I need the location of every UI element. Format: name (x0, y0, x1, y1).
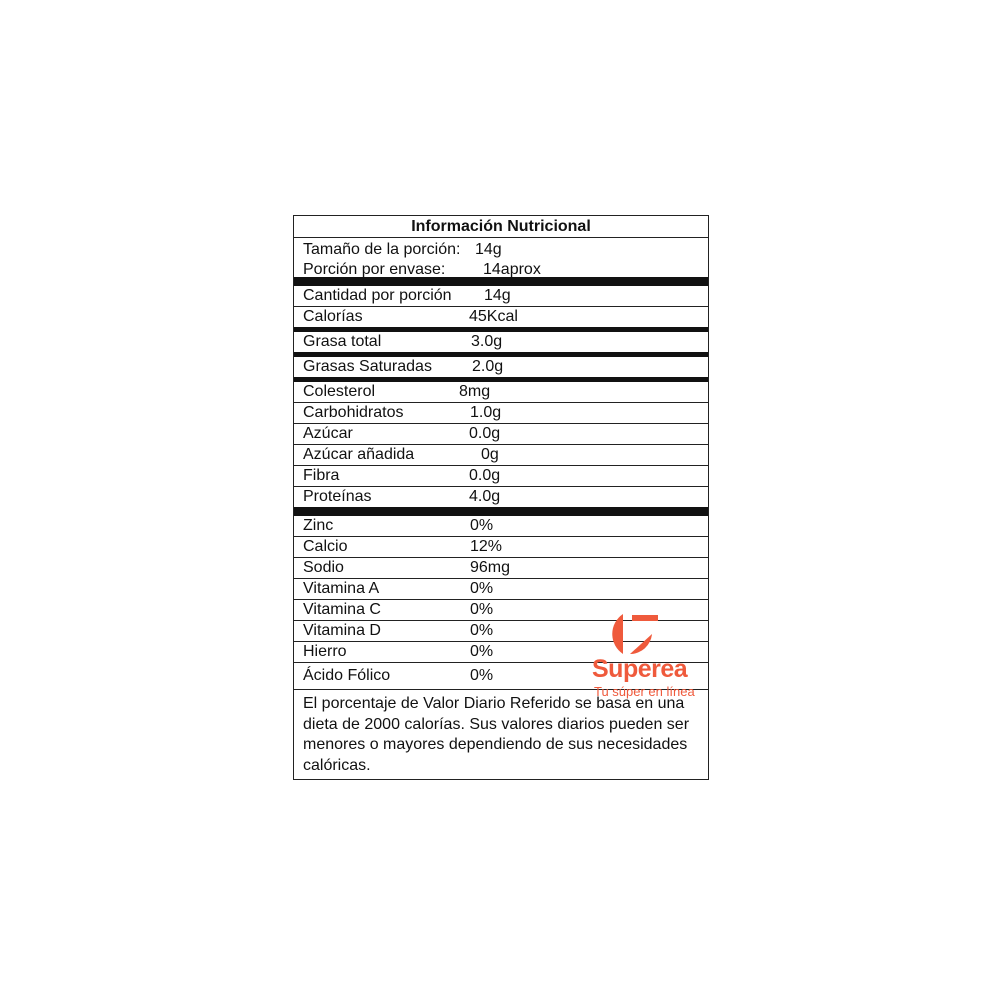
nutrient-row (294, 487, 708, 507)
fat-row (294, 332, 708, 352)
mineral-row (294, 579, 708, 599)
nutrient-value: 1.0g (470, 404, 502, 421)
nutrient-value: 8mg (459, 383, 491, 400)
nutrient-value: 45Kcal (469, 308, 518, 325)
nutrient-label: Zinc (303, 517, 334, 534)
sat-fat-row (294, 357, 708, 377)
nutrient-row (294, 466, 708, 486)
nutrient-label: Calcio (303, 538, 348, 555)
servings-per-container-label: Porción por envase: (303, 261, 446, 278)
serving-info (294, 238, 708, 277)
mineral-row (294, 558, 708, 578)
nutrient-row (294, 445, 708, 465)
nutrient-value: 0% (470, 643, 494, 660)
nutrient-label: Grasa total (303, 333, 382, 350)
mineral-row (294, 537, 708, 557)
nutrient-value: 0% (470, 667, 494, 684)
nutrient-label: Fibra (303, 467, 340, 484)
logo-arc-top (612, 614, 623, 654)
logo-wordmark: Superea (592, 655, 688, 683)
nutrient-row (294, 424, 708, 444)
nutrient-value: 0% (470, 580, 494, 597)
nutrient-label: Ácido Fólico (303, 667, 391, 684)
nutrient-value: 96mg (470, 559, 511, 576)
nutrient-label: Azúcar (303, 425, 353, 442)
serving-size-value: 14g (475, 241, 502, 258)
nutrient-value: 0% (470, 622, 494, 639)
mineral-row (294, 516, 708, 536)
serving-size-label: Tamaño de la porción: (303, 241, 461, 258)
nutrient-value: 2.0g (472, 358, 504, 375)
nutrient-value: 12% (470, 538, 503, 555)
nutrient-value: 0% (470, 601, 494, 618)
nutrient-value: 0.0g (469, 467, 501, 484)
nutrient-value: 4.0g (469, 488, 501, 505)
nutrient-label: Grasas Saturadas (303, 358, 432, 375)
nutrient-label: Azúcar añadida (303, 446, 415, 463)
logo-arc-bottom (630, 634, 652, 654)
nutrient-value: 3.0g (471, 333, 503, 350)
nutrient-row (294, 403, 708, 423)
nutrient-label: Cantidad por porción (303, 287, 452, 304)
amount-row (294, 286, 708, 306)
label-title: Información Nutricional (294, 216, 708, 238)
calories-row (294, 307, 708, 327)
nutrient-label: Proteínas (303, 488, 372, 505)
nutrients-list (294, 382, 708, 507)
nutrient-label: Vitamina D (303, 622, 381, 639)
logo-bar (632, 615, 658, 621)
nutrient-row (294, 382, 708, 402)
thick-divider (294, 507, 708, 516)
servings-per-container-value: 14aprox (483, 261, 541, 278)
nutrient-value: 0.0g (469, 425, 501, 442)
nutrient-value: 14g (484, 287, 511, 304)
nutrient-value: 0g (481, 446, 499, 463)
nutrient-label: Carbohidratos (303, 404, 404, 421)
nutrient-label: Sodio (303, 559, 344, 576)
nutrient-label: Calorías (303, 308, 363, 325)
logo-tagline: Tu súper en línea (594, 684, 695, 699)
nutrient-label: Colesterol (303, 383, 376, 400)
nutrient-label: Vitamina C (303, 601, 381, 618)
nutrient-value: 0% (470, 517, 494, 534)
nutrient-label: Vitamina A (303, 580, 380, 597)
footnote: El porcentaje de Valor Diario Referido se basa en una dieta de 2000 calorías. Sus valores diarios pueden ser menores o mayores dependiendo de sus necesidades calóricas. (294, 689, 708, 779)
nutrient-label: Hierro (303, 643, 347, 660)
